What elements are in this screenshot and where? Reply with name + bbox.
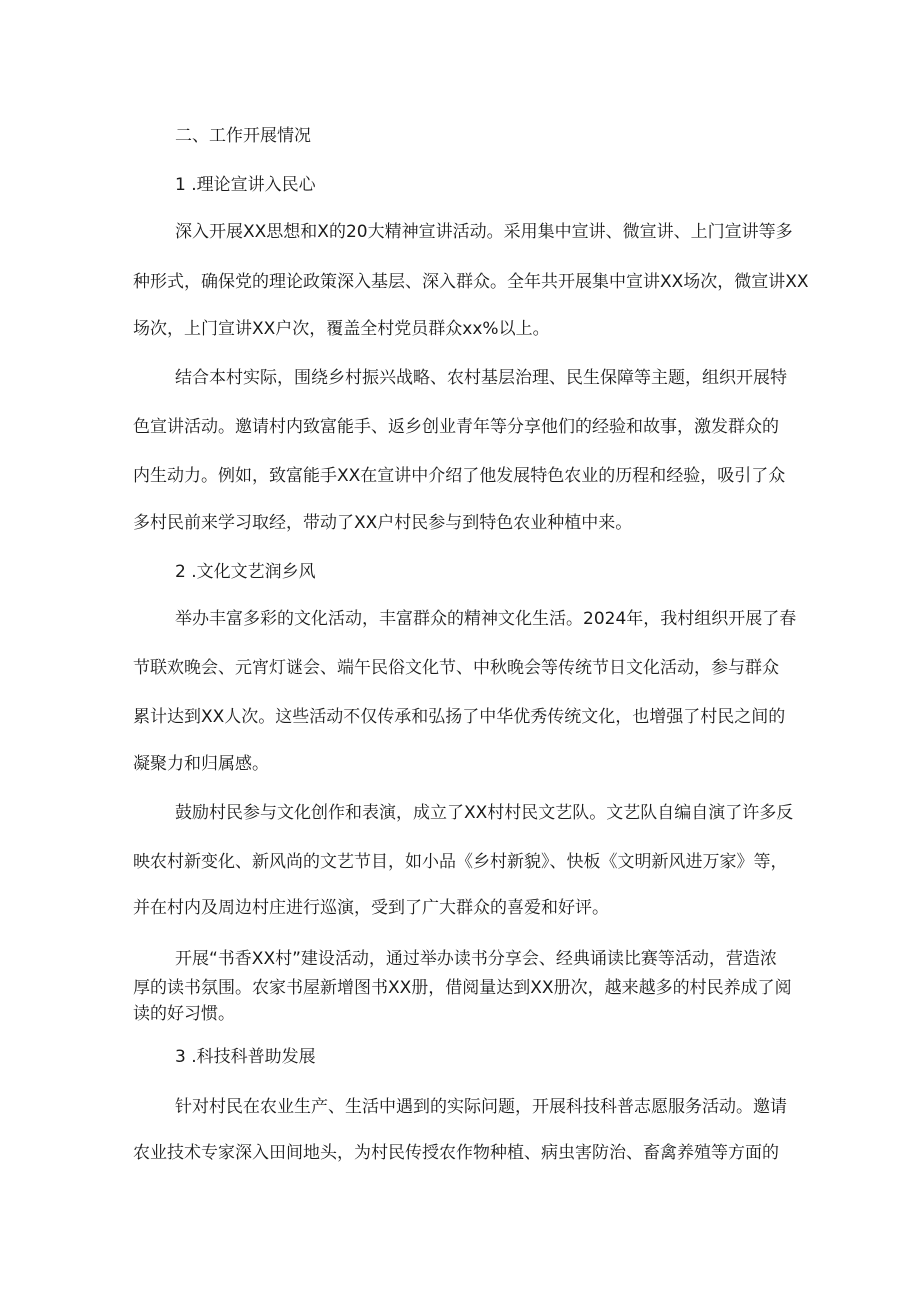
item2-para3-line3: 读的好习惯。: [133, 1004, 235, 1024]
item2-para1-line3: 累计达到XX人次。这些活动不仅传承和弘扬了中华优秀传统文化，也增强了村民之间的: [133, 707, 786, 727]
item2-para1-line1: 举办丰富多彩的文化活动，丰富群众的精神文化生活。2024年，我村组织开展了春: [175, 609, 797, 629]
item1-heading: 1 .理论宣讲入民心: [175, 175, 316, 195]
item1-para2-line2: 色宣讲活动。邀请村内致富能手、返乡创业青年等分享他们的经验和故事，激发群众的: [133, 417, 779, 437]
item2-heading: 2 .文化文艺润乡风: [175, 562, 316, 582]
item2-para1-line2: 节联欢晚会、元宵灯谜会、端午民俗文化节、中秋晚会等传统节日文化活动，参与群众: [133, 658, 779, 678]
item2-para1-line4: 凝聚力和归属感。: [133, 754, 269, 774]
item1-para1-line2: 种形式，确保党的理论政策深入基层、深入群众。全年共开展集中宣讲XX场次，微宣讲XX: [133, 272, 809, 292]
item3-heading: 3 .科技科普助发展: [175, 1047, 316, 1067]
item2-para3-line2: 厚的读书氛围。农家书屋新增图书XX册，借阅量达到XX册次，越来越多的村民养成了阅: [133, 978, 792, 998]
item3-para1-line1: 针对村民在农业生产、生活中遇到的实际问题，开展科技科普志愿服务活动。邀请: [175, 1097, 787, 1117]
item1-para2-line1: 结合本村实际，围绕乡村振兴战略、农村基层治理、民生保障等主题，组织开展特: [175, 368, 787, 388]
item2-para2-line3: 并在村内及周边村庄进行巡演，受到了广大群众的喜爱和好评。: [133, 898, 609, 918]
item3-para1-line2: 农业技术专家深入田间地头，为村民传授农作物种植、病虫害防治、畜禽养殖等方面的: [133, 1143, 779, 1163]
item1-para2-line3: 内生动力。例如，致富能手XX在宣讲中介绍了他发展特色农业的历程和经验，吸引了众: [133, 466, 786, 486]
item1-para2-line4: 多村民前来学习取经，带动了XX户村民参与到特色农业种植中来。: [133, 513, 633, 533]
item2-para2-line2: 映农村新变化、新风尚的文艺节目，如小品《乡村新貌》、快板《文明新风进万家》等，: [133, 852, 788, 872]
section-title: 二、工作开展情况: [175, 126, 311, 146]
item2-para3-line1: 开展“书香XX村”建设活动，通过举办读书分享会、经典诵读比赛等活动，营造浓: [175, 949, 777, 969]
item2-para2-line1: 鼓励村民参与文化创作和表演，成立了XX村村民文艺队。文艺队自编自演了许多反: [175, 803, 794, 823]
item1-para1-line3: 场次，上门宣讲XX户次，覆盖全村党员群众xx%以上。: [133, 319, 550, 339]
item1-para1-line1: 深入开展XX思想和X的20大精神宣讲活动。采用集中宣讲、微宣讲、上门宣讲等多: [175, 222, 793, 242]
